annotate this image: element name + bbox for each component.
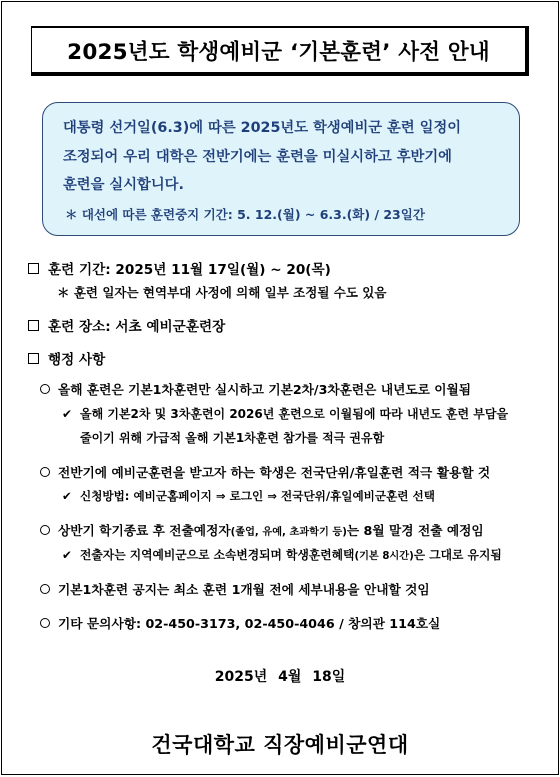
admin-subitem-text: 올해 기본2차 및 3차훈련이 2026년 훈련으로 이월됨에 따라 내년도 훈련 부담을 <box>80 407 509 421</box>
contact-info: 기타 문의사항: 02-450-3173, 02-450-4046 / 창의관 114호실 <box>58 616 441 631</box>
issue-date: 2025년 4월 18일 <box>214 669 346 685</box>
title-box <box>31 26 529 76</box>
organization-name: 건국대학교 직장예비군연대 <box>151 733 409 757</box>
notice-line: 훈련을 실시합니다. <box>63 177 184 193</box>
admin-item <box>40 579 430 598</box>
section-training-period <box>28 258 331 278</box>
circle-bullet-icon <box>40 584 50 594</box>
check-icon: ✔ <box>62 548 72 562</box>
admin-item <box>40 379 471 398</box>
section-admin <box>28 348 105 368</box>
admin-subitem <box>62 488 435 504</box>
square-bullet-icon <box>28 353 39 364</box>
circle-bullet-icon <box>40 384 50 394</box>
notice-line: 대통령 선거일(6.3)에 따른 2025년도 학생예비군 훈련 일정이 <box>63 120 462 136</box>
admin-item <box>40 613 440 632</box>
training-period-text: 훈련 기간: 2025년 11월 17일(월) ~ 20(목) <box>48 262 331 278</box>
circle-bullet-icon <box>40 525 50 535</box>
training-place-text: 훈련 장소: 서초 예비군훈련장 <box>48 319 226 335</box>
admin-item-parenthetical: (졸업, 유예, 초과학기 등) <box>230 527 347 538</box>
admin-item-text: 상반기 학기종료 후 전출예정자 <box>58 523 231 538</box>
admin-item-text: 기본1차훈련 공지는 최소 훈련 1개월 전에 세부내용을 안내할 것임 <box>58 582 430 597</box>
circle-bullet-icon <box>40 467 50 477</box>
section-training-place <box>28 315 225 335</box>
admin-subitem-text: 신청방법: 예비군홈페이지 ⇒ 로그인 ⇒ 전국단위/휴일예비군훈련 선택 <box>80 489 435 503</box>
notice-suspension-period: ＊ 대선에 따른 훈련중지 기간: 5. 12.(월) ~ 6.3.(화) / 23일간 <box>65 206 425 222</box>
notice-box <box>42 102 520 236</box>
square-bullet-icon <box>28 263 39 274</box>
admin-subitem-continued: 줄이기 위해 가급적 올해 기본1차훈련 참가를 적극 권유함 <box>80 431 385 445</box>
admin-item <box>40 520 484 539</box>
period-note: ＊ 훈련 일자는 현역부대 사정에 의해 일부 조정될 수도 있음 <box>57 285 387 300</box>
check-icon: ✔ <box>62 489 72 503</box>
square-bullet-icon <box>28 320 39 331</box>
page-title: 2025년도 학생예비군 ‘기본훈련’ 사전 안내 <box>67 39 490 65</box>
admin-item <box>40 462 490 481</box>
admin-item-text: 올해 훈련은 기본1차훈련만 실시하고 기본2차/3차훈련은 내년도로 이월됨 <box>58 382 472 397</box>
admin-item-text: 전반기에 예비군훈련을 받고자 하는 학생은 전국단위/휴일훈련 적극 활용할 것 <box>58 465 491 480</box>
admin-subitem <box>62 546 502 563</box>
check-icon: ✔ <box>62 407 73 421</box>
admin-heading: 행정 사항 <box>48 352 106 368</box>
admin-subitem-parenthetical: (기본 8시간) <box>354 551 414 562</box>
document-page <box>1 1 559 775</box>
admin-subitem-text-end: 은 그대로 유지됨 <box>413 548 502 562</box>
notice-line: 조정되어 우리 대학은 전반기에는 훈련을 미실시하고 후반기에 <box>63 148 452 165</box>
admin-item-text-end: 는 8월 말경 전출 예정임 <box>346 523 484 538</box>
admin-subitem <box>62 405 508 422</box>
admin-subitem-text: 전출자는 지역예비군으로 소속변경되며 학생훈련혜택 <box>80 548 355 562</box>
circle-bullet-icon <box>40 618 50 628</box>
